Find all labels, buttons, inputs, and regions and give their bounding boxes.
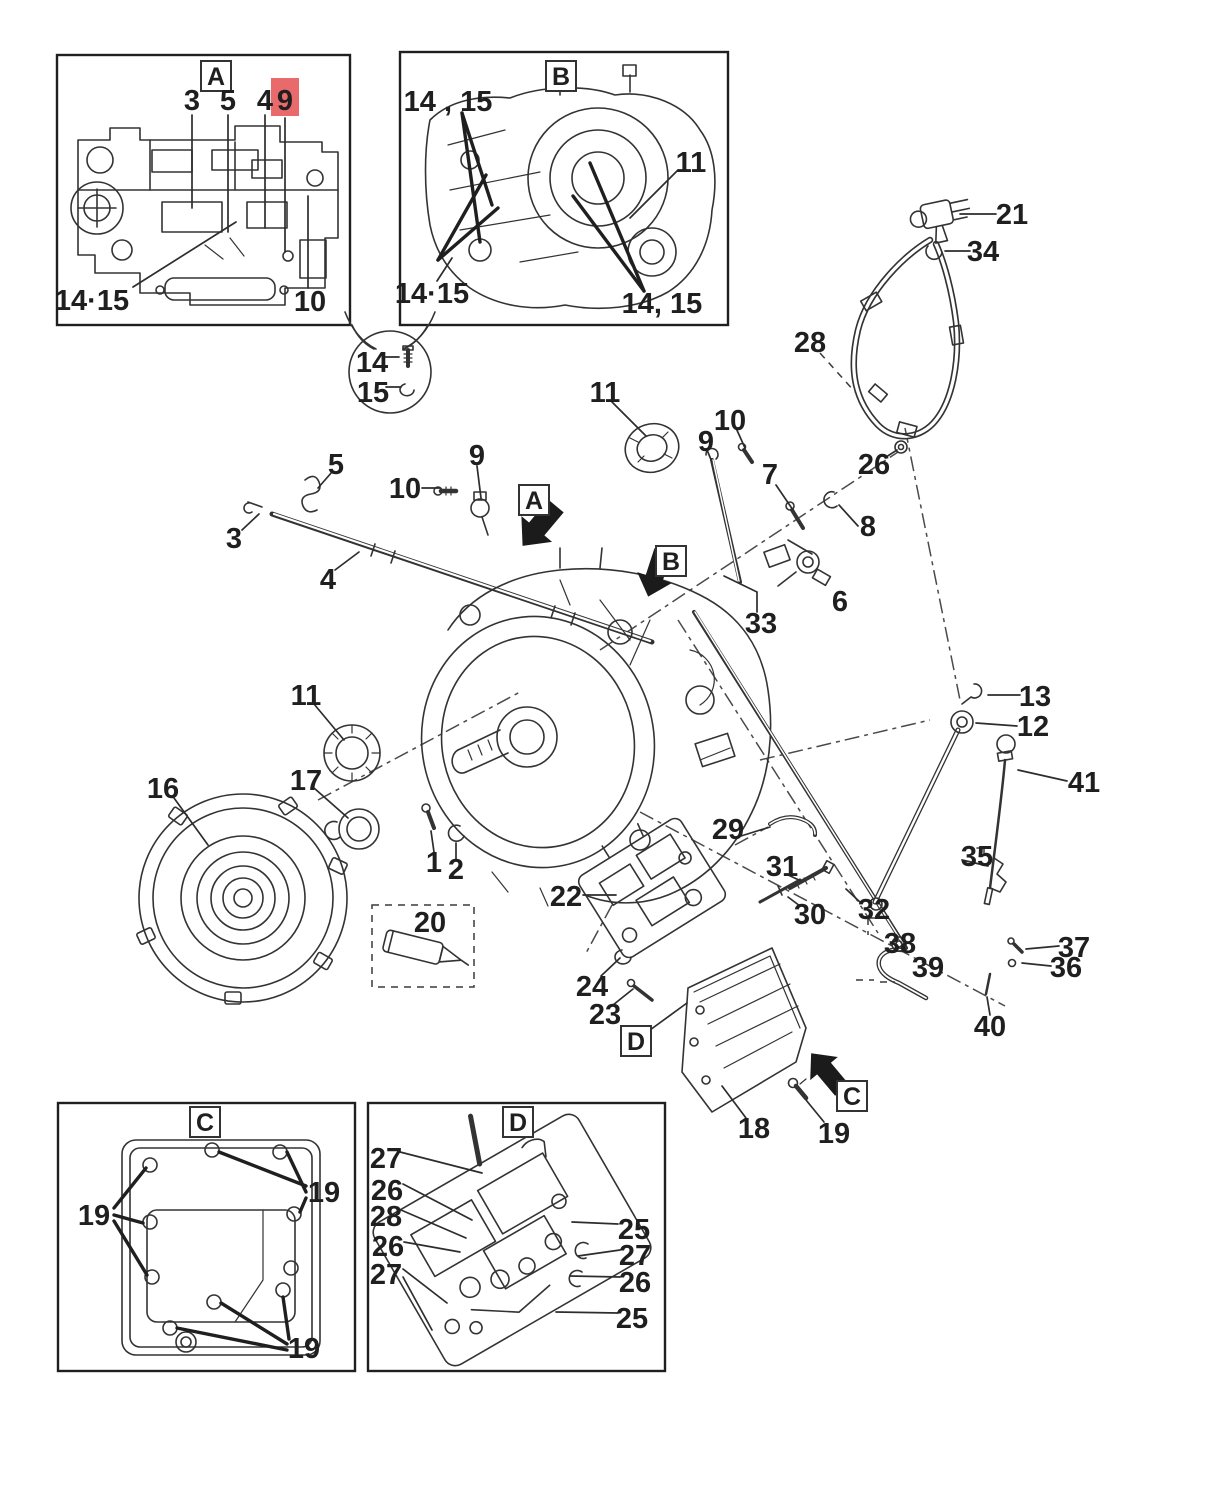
callout-d-28-l: 28 (369, 1201, 403, 1233)
callout-m-32: 32 (857, 894, 891, 926)
pin-1-figure (422, 804, 434, 828)
callout-a-14-15: 14·15 (54, 285, 130, 317)
hose-29-figure (770, 817, 815, 835)
callout-a-9: 9 (276, 85, 294, 117)
callout-m-24: 24 (575, 971, 609, 1003)
callout-m-16: 16 (146, 773, 180, 805)
svg-text:D: D (508, 1109, 528, 1137)
section-label-view-a (519, 485, 549, 515)
shaft-figure (244, 476, 652, 642)
callout-m-36: 36 (1049, 952, 1083, 984)
box-a-figure (71, 126, 338, 305)
callout-d-26-l1: 26 (370, 1175, 404, 1207)
view-arrows (507, 493, 856, 1101)
callout-a-4: 4 (256, 85, 274, 117)
callout-m-12: 12 (1016, 711, 1050, 743)
svg-text:C: C (842, 1083, 862, 1111)
callout-d-27-l1: 27 (369, 1143, 403, 1175)
connector-21-figure (908, 196, 975, 248)
section-label-inset-b (546, 61, 576, 91)
callout-m-7: 7 (761, 459, 779, 491)
callout-a-5: 5 (219, 85, 237, 117)
callout-m-26: 26 (857, 449, 891, 481)
pin-40-figure (986, 974, 990, 994)
section-label-inset-c (190, 1107, 220, 1137)
callout-m-19: 19 (817, 1118, 851, 1150)
callout-m-37: 37 (1057, 932, 1091, 964)
callout-m-23: 23 (588, 999, 622, 1031)
callout-m-11-mid: 11 (290, 680, 322, 712)
callout-m-34: 34 (966, 236, 1000, 268)
bolt-19-figure (789, 1079, 807, 1099)
callouts-layer (55, 85, 1100, 1365)
callout-m-4: 4 (319, 564, 337, 596)
callout-m-9-right: 9 (697, 426, 715, 458)
seal-11-top-figure (619, 417, 685, 479)
callout-d-26-r: 26 (618, 1267, 652, 1299)
callout-d-27-r: 27 (618, 1240, 652, 1272)
callout-detail-14: 14 (355, 347, 389, 379)
callout-m-30: 30 (793, 899, 827, 931)
svg-text:B: B (661, 548, 681, 576)
seal-17-figure (325, 809, 379, 849)
callout-m-8: 8 (859, 511, 877, 543)
box-c-figure (122, 1140, 320, 1355)
svg-text:D: D (626, 1028, 646, 1056)
callout-m-21: 21 (995, 199, 1029, 231)
svg-text:A: A (524, 487, 544, 515)
callout-detail-15: 15 (356, 377, 390, 409)
box-c-leaders (114, 1152, 306, 1350)
clip-5-figure (302, 476, 320, 511)
filler-tube-figure (870, 684, 982, 910)
inset-box-c (58, 1103, 355, 1371)
callout-m-31: 31 (765, 851, 799, 883)
lever-6-figure (764, 540, 831, 586)
callout-m-10: 10 (388, 473, 422, 505)
callout-m-3: 3 (225, 523, 243, 555)
callout-m-41: 41 (1067, 767, 1101, 799)
dipstick-41-figure (984, 735, 1015, 904)
callout-m-28: 28 (793, 327, 827, 359)
callout-d-26-l2: 26 (371, 1231, 405, 1263)
callout-m-39: 39 (911, 952, 945, 984)
callout-c-19-right: 19 (307, 1177, 341, 1209)
callout-m-11-top: 11 (589, 377, 621, 409)
callout-m-1: 1 (425, 847, 443, 879)
clip-13-figure (962, 684, 982, 704)
callout-d-27-l2: 27 (369, 1259, 403, 1291)
callout-m-17: 17 (289, 765, 323, 797)
callout-m-29: 29 (711, 814, 745, 846)
section-label-view-d (621, 1026, 651, 1056)
callout-m-33: 33 (744, 608, 778, 640)
callout-b-14-15-right: 14, 15 (621, 288, 703, 320)
main-leaders (174, 214, 1067, 1122)
clip-icon (400, 384, 414, 396)
callout-m-22: 22 (549, 881, 583, 913)
section-label-view-b (656, 546, 686, 576)
svg-text:A: A (206, 63, 226, 91)
callout-b-11: 11 (675, 147, 707, 179)
callout-a-3: 3 (183, 85, 201, 117)
callout-m-2: 2 (447, 854, 465, 886)
callout-c-19-left: 19 (77, 1200, 111, 1232)
callout-b-14-15-top: 14 , 15 (403, 86, 493, 118)
pin-3-figure (244, 502, 262, 513)
callout-m-9: 9 (468, 440, 486, 472)
sensor-9-figure (471, 492, 489, 535)
nut-36-figure (1009, 960, 1016, 967)
callout-m-13: 13 (1018, 681, 1052, 713)
callout-m-20: 20 (413, 907, 447, 939)
callout-m-18: 18 (737, 1113, 771, 1145)
bearing-11-mid-figure (324, 725, 380, 781)
callout-c-19-bottom: 19 (287, 1333, 321, 1365)
section-label-view-c (837, 1081, 867, 1111)
section-label-inset-d (503, 1107, 533, 1137)
oil-pan-figure (682, 948, 806, 1112)
callout-m-10-right: 10 (713, 405, 747, 437)
callout-m-35: 35 (960, 841, 994, 873)
callout-m-40: 40 (973, 1011, 1007, 1043)
nut-26-figure (895, 441, 907, 453)
wiring-harness-figure (854, 196, 975, 453)
svg-text:C: C (195, 1109, 215, 1137)
callout-a-10: 10 (293, 286, 327, 318)
callout-m-5: 5 (327, 449, 345, 481)
callout-m-6: 6 (831, 586, 849, 618)
torque-converter-figure (136, 794, 348, 1004)
callout-m-38: 38 (883, 928, 917, 960)
svg-text:B: B (551, 63, 571, 91)
callout-b-14-15-left: 14·15 (394, 278, 470, 310)
callout-d-25-r1: 25 (617, 1214, 651, 1246)
callout-d-25-r2: 25 (615, 1303, 649, 1335)
bolt-37-figure (1008, 938, 1022, 952)
